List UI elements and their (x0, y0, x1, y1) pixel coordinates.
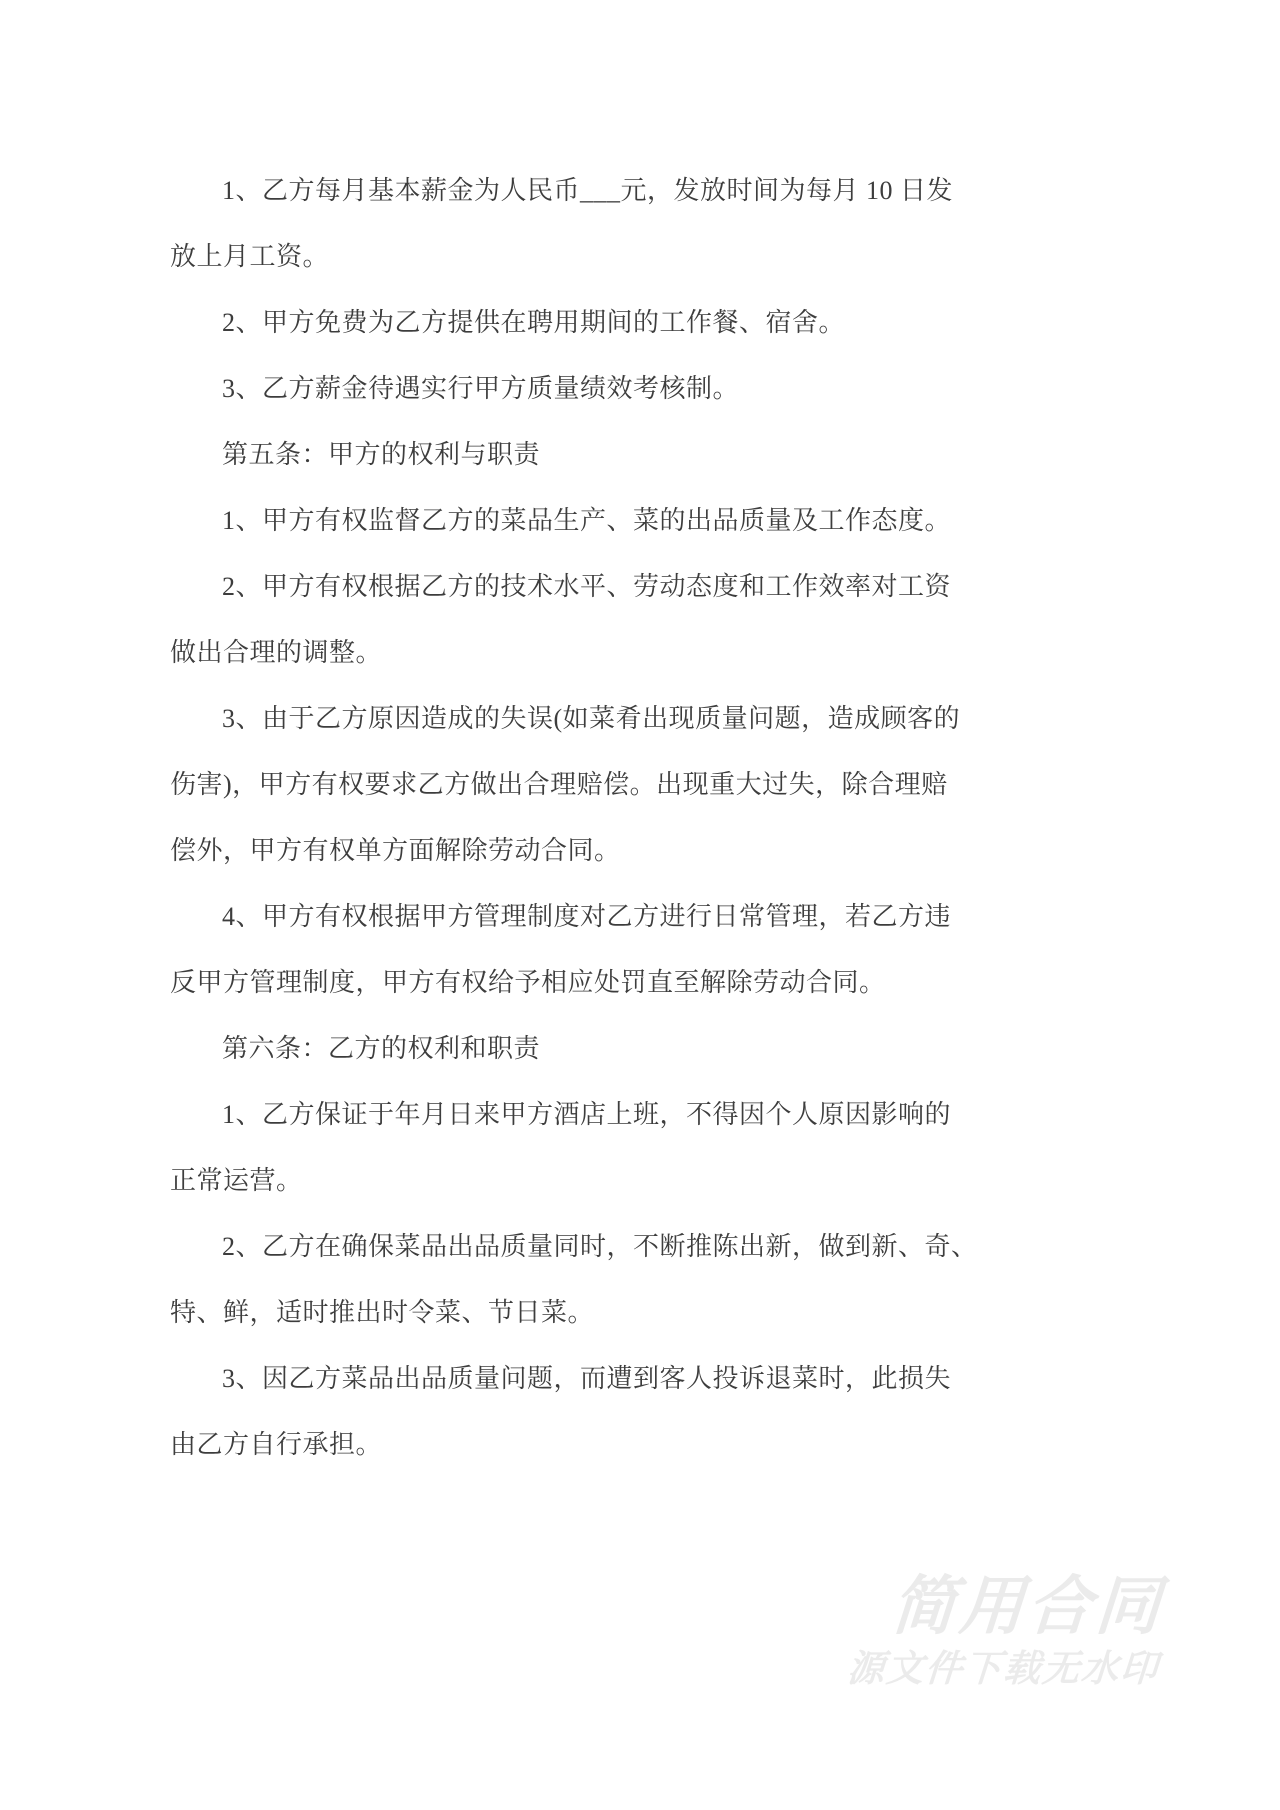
text-line: 第六条：乙方的权利和职责 (222, 1034, 541, 1063)
document-body (170, 158, 978, 1478)
text-line: 特、鲜，适时推出时令菜、节日菜。 (170, 1298, 595, 1327)
text-line: 2、甲方免费为乙方提供在聘用期间的工作餐、宿舍。 (222, 308, 846, 337)
text-line: 第五条：甲方的权利与职责 (222, 440, 541, 469)
watermark-subtitle: 源文件下载无水印 (845, 1648, 1161, 1689)
text-line: 3、因乙方菜品出品质量问题，而遭到客人投诉退菜时，此损失 (222, 1364, 952, 1393)
text-line: 由乙方自行承担。 (170, 1430, 383, 1459)
text-line: 反甲方管理制度，甲方有权给予相应处罚直至解除劳动合同。 (170, 968, 886, 997)
text-line: 偿外，甲方有权单方面解除劳动合同。 (170, 836, 621, 865)
text-line: 4、甲方有权根据甲方管理制度对乙方进行日常管理，若乙方违 (222, 902, 952, 931)
text-line: 1、乙方保证于年月日来甲方酒店上班，不得因个人原因影响的 (222, 1100, 952, 1129)
text-line: 3、乙方薪金待遇实行甲方质量绩效考核制。 (222, 374, 740, 403)
watermark (846, 1566, 1167, 1692)
text-line: 1、甲方有权监督乙方的菜品生产、菜的出品质量及工作态度。 (222, 506, 952, 535)
text-line: 正常运营。 (170, 1166, 303, 1195)
text-line: 做出合理的调整。 (170, 638, 383, 667)
text-line: 3、由于乙方原因造成的失误(如菜肴出现质量问题，造成顾客的 (222, 704, 961, 733)
watermark-title: 简用合同 (889, 1570, 1167, 1642)
text-line: 1、乙方每月基本薪金为人民币___元，发放时间为每月 10 日发 (222, 176, 954, 205)
text-line: 2、乙方在确保菜品出品质量同时，不断推陈出新，做到新、奇、 (222, 1232, 978, 1261)
text-line: 2、甲方有权根据乙方的技术水平、劳动态度和工作效率对工资 (222, 572, 952, 601)
text-line: 伤害)，甲方有权要求乙方做出合理赔偿。出现重大过失，除合理赔 (170, 770, 948, 799)
text-line: 放上月工资。 (170, 242, 330, 271)
